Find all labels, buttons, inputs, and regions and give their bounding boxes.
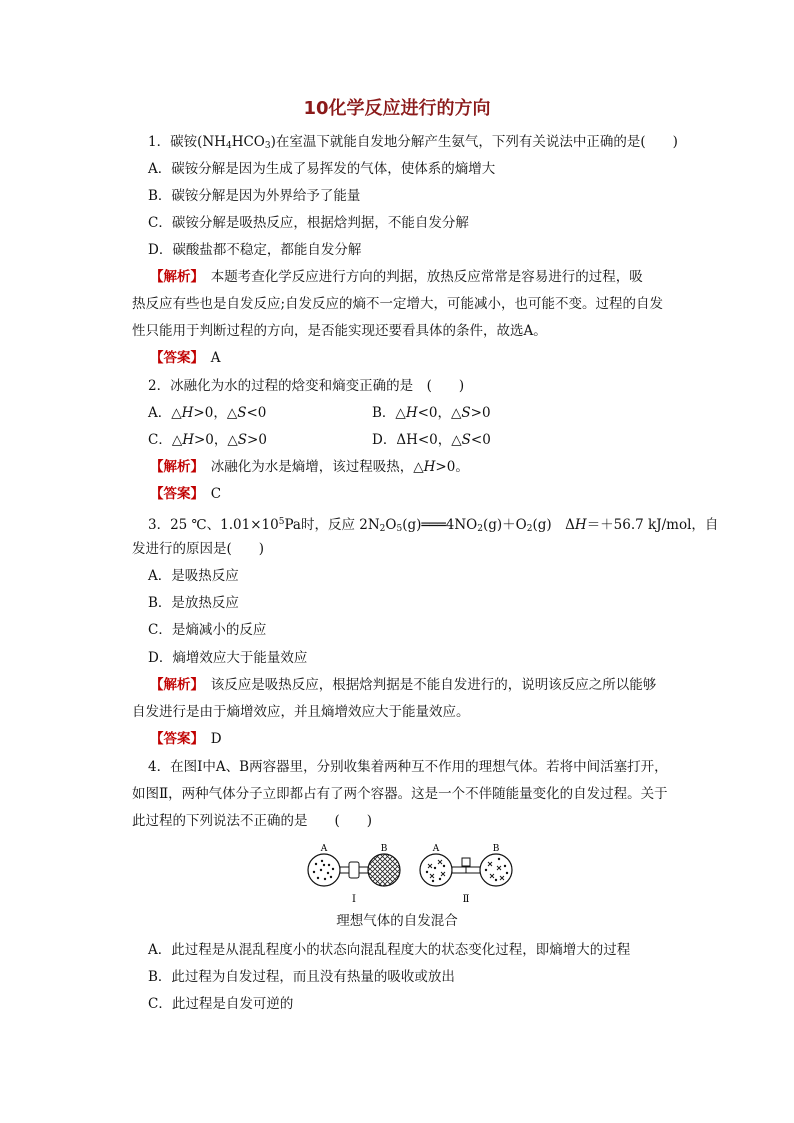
label-a-2: A xyxy=(432,844,440,854)
question-3-analysis: 【解析】 该反应是吸热反应，根据焓判据是不能自发进行的，说明该反应之所以能够 xyxy=(150,677,657,693)
question-4-option-a: A．此过程是从混乱程度小的状态向混乱程度大的状态变化过程，即熵增大的过程 xyxy=(148,942,631,958)
question-4-option-c: C．此过程是自发可逆的 xyxy=(148,996,294,1012)
analysis-label: 【解析】 xyxy=(150,677,198,693)
question-1-analysis-cont-2: 性只能用于判断过程的方向，是否能实现还要看具体的条件，故选A。 xyxy=(132,323,547,339)
label-b-2: B xyxy=(492,844,500,854)
stopcock-closed xyxy=(349,862,359,878)
question-3-stem: 3．25 ℃、$1.01\times 10^5Pa$时，反应 $2N_2O_5(g)═══4NO_2(g)+O_2(g)$ ΔH＝＋56.7 kJ/mol，自 xyxy=(148,517,719,534)
question-2-answer: 【答案】 C xyxy=(150,486,222,502)
question-2-analysis: 【解析】 冰融化为水是熵增，该过程吸热，△H>0。 xyxy=(150,459,469,475)
question-1-analysis: 【解析】 本题考查化学反应进行方向的判据，放热反应常常是容易进行的过程，吸 xyxy=(150,269,643,285)
label-a: A xyxy=(320,844,328,854)
question-2-option-c: C．△H>0，△S>0 xyxy=(148,432,267,448)
container-b-mixed xyxy=(480,854,512,886)
analysis-label: 【解析】 xyxy=(150,459,198,475)
figure-caption: 理想气体的自发混合 xyxy=(336,913,458,929)
question-3-answer: 【答案】 D xyxy=(150,731,222,747)
figure-1-apparatus xyxy=(308,844,400,905)
question-4-option-b: B．此过程为自发过程，而且没有热量的吸收或放出 xyxy=(148,969,455,985)
question-1-option-c: C．碳铵分解是吸热反应，根据焓判据，不能自发分解 xyxy=(148,215,469,231)
question-4-stem: 4．在图Ⅰ中A、B两容器里，分别收集着两种互不作用的理想气体。若将中间活塞打开， xyxy=(148,759,668,775)
question-4-stem-cont-1: 如图Ⅱ，两种气体分子立即都占有了两个容器。这是一个不伴随能量变化的自发过程。关于 xyxy=(132,786,668,802)
container-a-circle xyxy=(308,854,340,886)
analysis-label: 【解析】 xyxy=(150,269,198,285)
question-1-stem: 1．碳铵$(NH_4HCO_3)$在室温下就能自发地分解产生氨气，下列有关说法中正确的是( ) xyxy=(148,134,678,151)
label-figure-1: Ⅰ xyxy=(352,894,356,905)
question-2-stem: 2．冰融化为水的过程的焓变和熵变正确的是 ( ) xyxy=(148,378,465,394)
question-1-option-d: D．碳酸盐都不稳定，都能自发分解 xyxy=(148,242,362,258)
answer-label: 【答案】 xyxy=(150,731,198,747)
figure-2-apparatus xyxy=(420,844,512,905)
gas-mixing-figure xyxy=(300,844,520,906)
question-4-stem-cont-2: 此过程的下列说法不正确的是 ( ) xyxy=(132,813,373,829)
container-b-circle xyxy=(368,854,400,886)
question-3-option-a: A．是吸热反应 xyxy=(148,568,239,584)
container-a-mixed xyxy=(420,854,452,886)
question-3-option-d: D．熵增效应大于能量效应 xyxy=(148,650,308,666)
answer-label: 【答案】 xyxy=(150,350,198,366)
stopcock-open xyxy=(462,858,470,866)
page-title: 10化学反应进行的方向 xyxy=(303,98,491,119)
question-3-option-c: C．是熵减小的反应 xyxy=(148,622,267,638)
question-1-answer: 【答案】 A xyxy=(150,350,221,366)
question-1-analysis-cont-1: 热反应有些也是自发反应;自发反应的熵不一定增大，可能减小，也可能不变。过程的自发 xyxy=(132,296,664,312)
answer-label: 【答案】 xyxy=(150,486,198,502)
question-3-stem-cont: 发进行的原因是( ) xyxy=(132,541,265,557)
question-2-option-b: B．△H<0，△S>0 xyxy=(372,405,491,421)
label-b: B xyxy=(380,844,388,854)
question-3-analysis-cont: 自发进行是由于熵增效应，并且熵增效应大于能量效应。 xyxy=(132,704,470,720)
question-2-option-a: A．△H>0，△S<0 xyxy=(148,405,267,421)
question-3-option-b: B．是放热反应 xyxy=(148,595,239,611)
question-2-option-d: D．ΔH<0，△S<0 xyxy=(372,432,491,448)
question-1-option-b: B．碳铵分解是因为外界给予了能量 xyxy=(148,188,361,204)
question-1-option-a: A．碳铵分解是因为生成了易挥发的气体，使体系的熵增大 xyxy=(148,161,496,177)
label-figure-2: Ⅱ xyxy=(462,894,470,905)
